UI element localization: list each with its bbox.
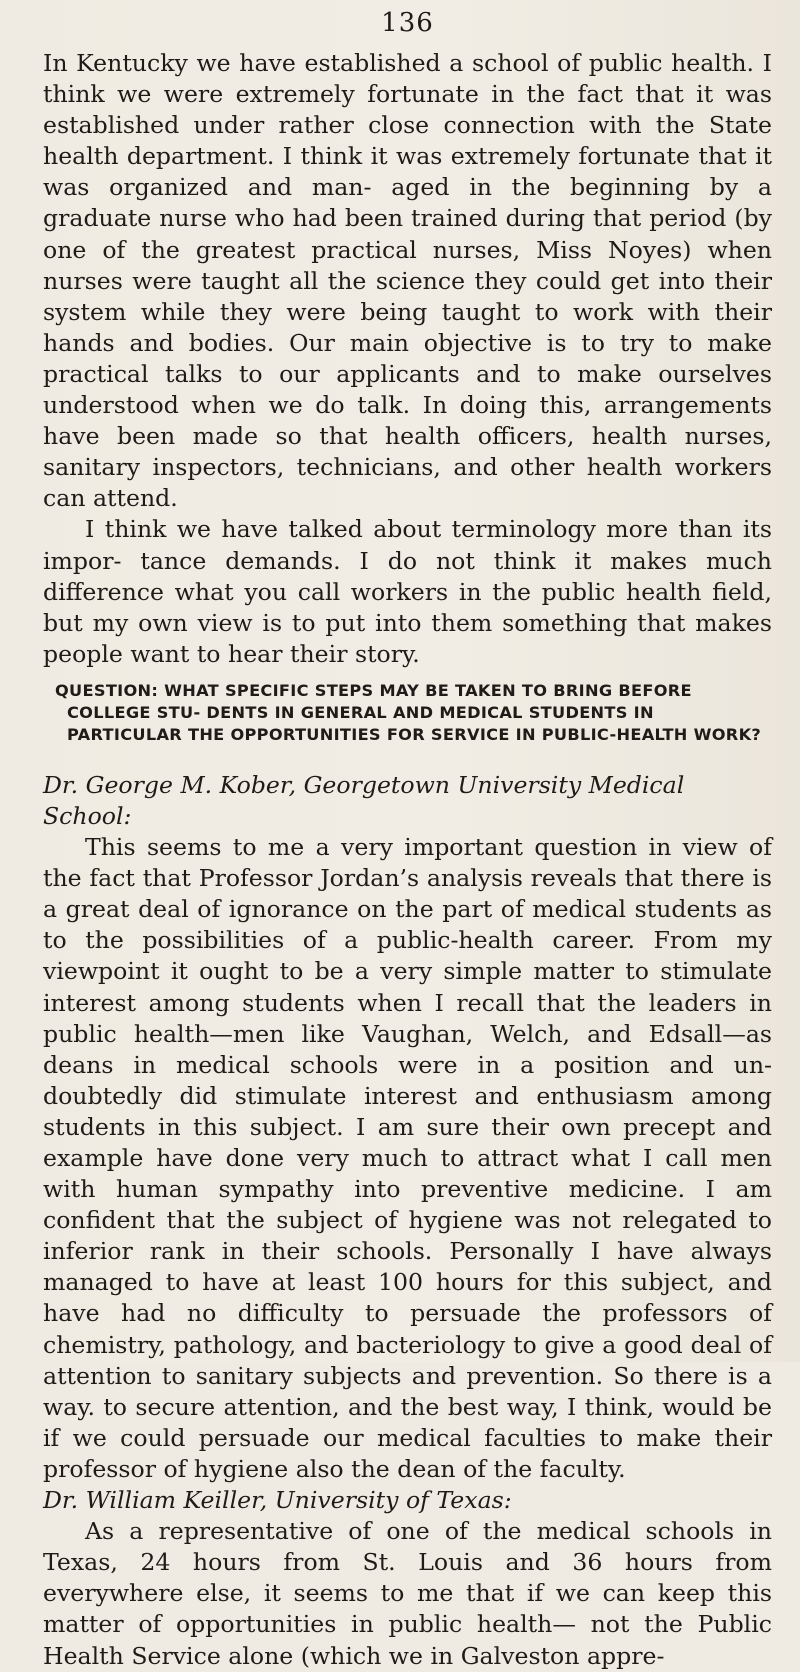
- paragraph-terminology: I think we have talked about terminology more than its impor- tance demands. I do not think it makes much difference what you call workers in the public health field, but my own view is to put into them something that makes people want to hear their story.: [43, 515, 772, 668]
- speaker-keiller: Dr. William Keiller, University of Texas:: [43, 1486, 512, 1515]
- paragraph-kentucky-school: In Kentucky we have established a school of public health. I think we were extremely fortunate in the fact that it was established under rather close connection with the State health department. I think it was extremely fortunate that it was organized and man- aged in the beginning by a graduate nurse who had been trained during that period (by one of the greatest practical nurses, Miss Noyes) when nurses were taught all the science they could get into their system while they were being taught to work with their hands and bodies. Our main objective is to try to make practical talks to our applicants and to make ourselves understood when we do talk. In doing this, arrangements have been made so that health officers, health nurses, sanitary inspectors, technicians, and other health workers can attend.: [43, 49, 772, 513]
- question-text: QUESTION: WHAT SPECIFIC STEPS MAY BE TAKEN TO BRING BEFORE COLLEGE STU- DENTS IN GENERAL AND MEDICAL STUDENTS IN PARTICULAR THE OPPORTUNITIES FOR SERVICE IN PUBLIC-HEALTH WORK?: [55, 680, 762, 744]
- question-heading: [43, 680, 772, 746]
- paragraph-keiller-response: As a representative of one of the medical schools in Texas, 24 hours from St. Louis and 36 hours from everywhere else, it seems to me that if we can keep this matter of opportunities in public health— not the Public Health Service alone (which we in Galveston appre-: [43, 1517, 772, 1670]
- speaker-kober: Dr. George M. Kober, Georgetown University Medical School:: [43, 770, 685, 830]
- page-number: 136: [381, 8, 434, 38]
- paragraph-kober-response: This seems to me a very important question in view of the fact that Professor Jordan’s analysis reveals that there is a great deal of ignorance on the part of medical students as to the possibilities of a public-health career. From my viewpoint it ought to be a very simple matter to stimulate interest among students when I recall that the leaders in public health—men like Vaughan, Welch, and Edsall—as deans in medical schools were in a position and un- doubtedly did stimulate interest and enthusiasm among students in this subject. I am sure their own precept and example have done very much to attract what I call men with human sympathy into preventive medicine. I am confident that the subject of hygiene was not relegated to inferior rank in their schools. Personally I have always managed to have at least 100 hours for this subject, and have had no difficulty to persuade the professors of chemistry, pathology, and bacteriology to give a good deal of attention to sanitary subjects and prevention. So there is a way. to secure attention, and the best way, I think, would be if we could persuade our medical faculties to make their professor of hygiene also the dean of the faculty.: [43, 833, 772, 1483]
